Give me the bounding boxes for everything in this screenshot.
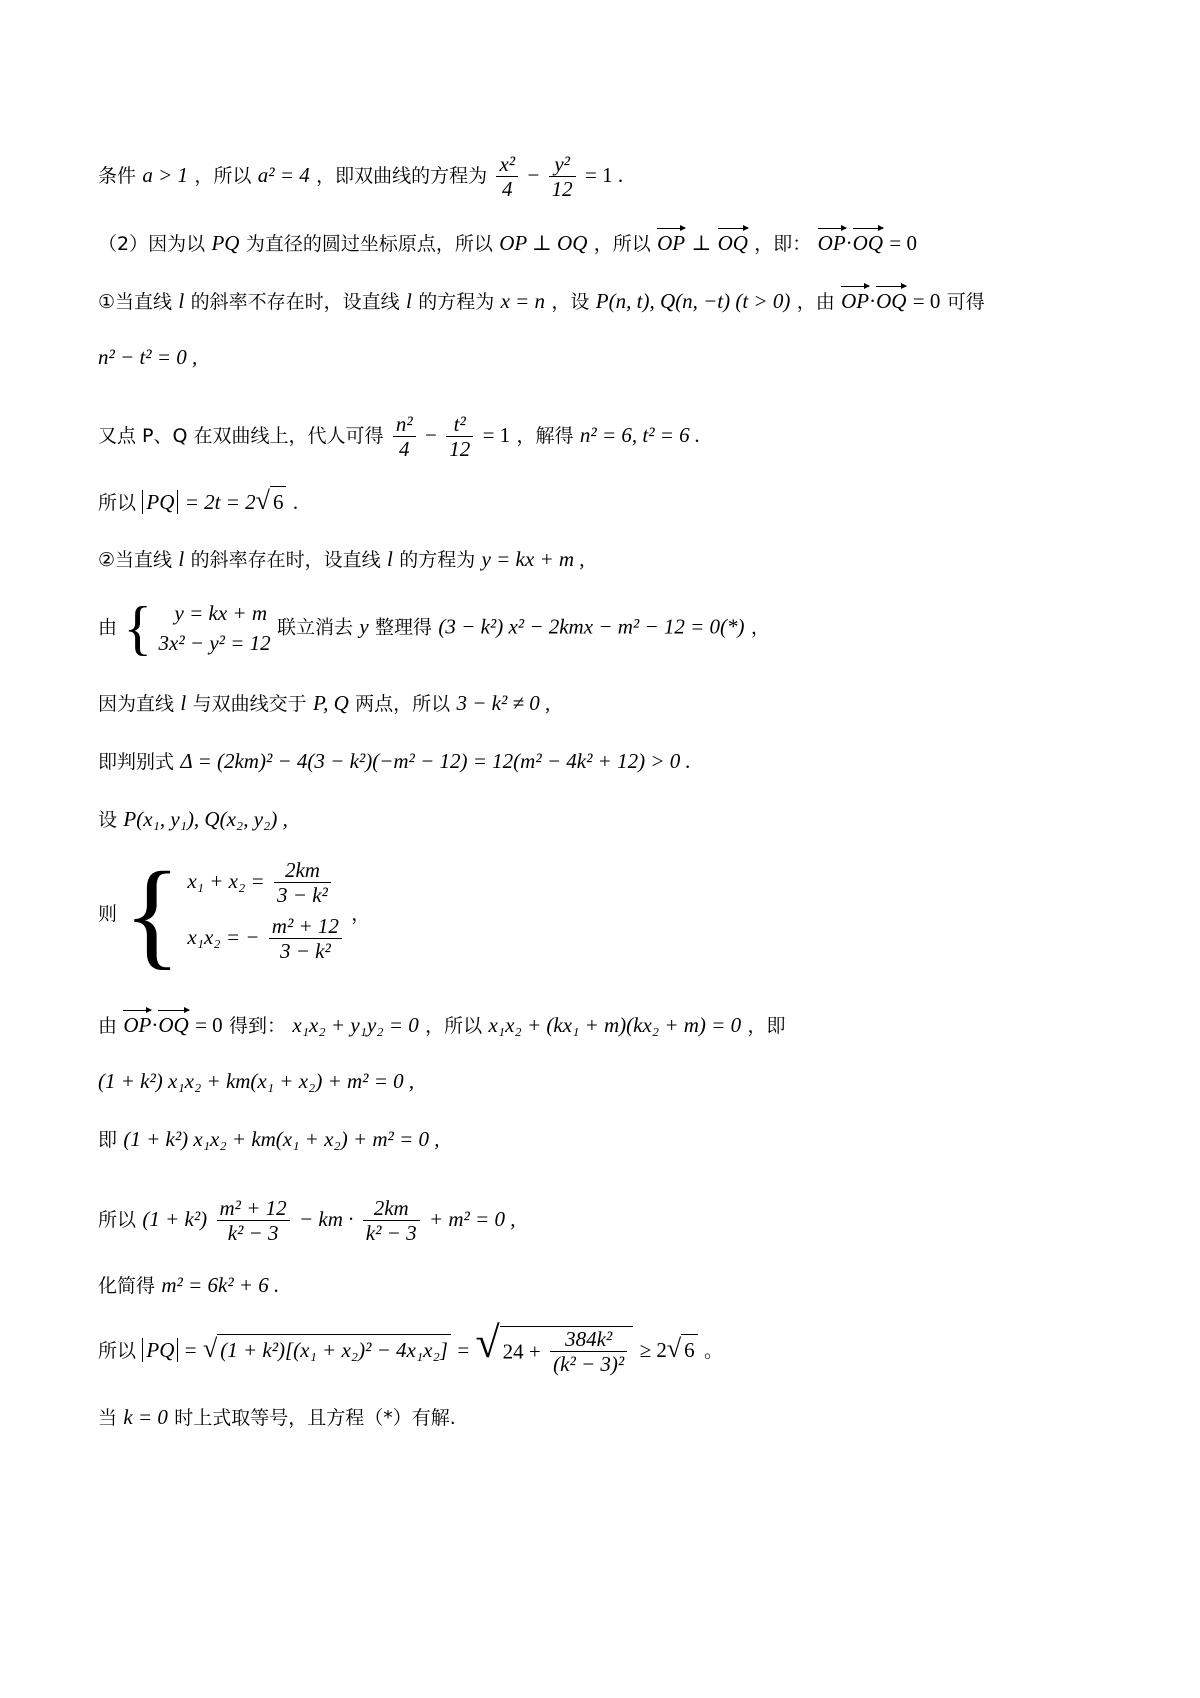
line-substitute-vieta — [98, 1196, 516, 1245]
math: x₁x₂ = − — [187, 925, 260, 949]
line-hyperbola-equation — [98, 152, 623, 201]
sqrt-icon: √ — [666, 1334, 682, 1363]
fraction-m2plus12 — [217, 1196, 290, 1245]
vieta-row-product — [187, 914, 345, 970]
vector-op: OP — [123, 1006, 151, 1040]
math: x₁ + x₂ = — [187, 869, 265, 893]
fraction-product — [269, 914, 342, 963]
math: = — [457, 1338, 470, 1362]
math: = 2t = 2 — [184, 490, 256, 514]
line-simplify — [98, 1270, 279, 1301]
vector-op: OP — [841, 282, 869, 316]
vector-oq: OQ — [853, 224, 883, 258]
math: = 0 — [912, 289, 941, 313]
text: 则 — [98, 903, 118, 925]
fraction-x2-over-4 — [496, 152, 518, 201]
text: 所以 — [98, 492, 137, 514]
dot-symbol: · — [869, 289, 877, 313]
line-pq-bound — [98, 1318, 723, 1376]
line-part2-intro — [98, 224, 917, 259]
numerator: t² — [446, 412, 473, 437]
system-row: 3x² − y² = 12 — [158, 631, 271, 655]
math: l — [178, 547, 185, 571]
line-case2 — [98, 544, 585, 575]
text: 。 — [703, 1340, 723, 1362]
math: a > 1 — [142, 163, 189, 187]
sqrt-icon: √ — [255, 486, 270, 515]
math: (1 + k²) x₁x₂ + km(x₁ + x₂) + m² = 0 , — [98, 1069, 415, 1093]
math: OP ⊥ OQ — [499, 231, 588, 255]
line-pq-length — [98, 486, 298, 518]
fraction-384k2 — [550, 1327, 627, 1376]
math: + m² = 0 , — [428, 1207, 516, 1231]
text: 的方程为 — [418, 291, 495, 313]
text: 与双曲线交于 — [192, 693, 307, 715]
numerator: m² + 12 — [217, 1196, 290, 1221]
sqrt-content-fraction — [500, 1326, 634, 1376]
text: 的斜率不存在时，设直线 — [190, 291, 400, 313]
text: ，解得 — [516, 425, 574, 447]
left-brace: { — [123, 595, 153, 661]
vector-op: OP — [657, 224, 685, 258]
denominator: 4 — [502, 177, 513, 201]
vieta-row-sum — [187, 858, 345, 914]
text: 所以 — [98, 1209, 137, 1231]
denominator: (k² − 3)² — [553, 1352, 625, 1376]
text: ，由 — [796, 291, 835, 313]
math: y = kx + m , — [481, 547, 585, 571]
text: 设 — [98, 809, 118, 831]
denominator: k² − 3 — [227, 1221, 279, 1245]
line-discriminant — [98, 746, 691, 777]
text: ，设 — [551, 291, 590, 313]
text: 由 — [98, 616, 118, 639]
math: x₁x₂ + y₁y₂ = 0 — [292, 1013, 419, 1037]
math: = 0 — [195, 1013, 223, 1037]
dot-symbol: · — [151, 1013, 159, 1037]
denominator: 3 − k² — [279, 939, 331, 963]
text: 为直径的圆过坐标原点，所以 — [245, 233, 493, 255]
math: PQ — [211, 231, 240, 255]
denominator: 12 — [551, 177, 573, 201]
sqrt-icon: √ — [475, 1318, 500, 1367]
abs-pq: PQ — [142, 1338, 178, 1362]
numerator: 2km — [363, 1196, 420, 1221]
numerator: x² — [496, 152, 518, 177]
text: ①当直线 — [98, 291, 173, 313]
line-substitute — [98, 412, 700, 461]
vector-oq: OQ — [158, 1006, 188, 1040]
text: 即判别式 — [98, 751, 175, 773]
fraction-y2-over-12 — [549, 152, 576, 201]
text: ，所以 — [593, 233, 651, 255]
text: 化简得 — [98, 1275, 156, 1297]
text: ②当直线 — [98, 549, 173, 571]
line-case1 — [98, 282, 985, 317]
math: (1 + k²) — [142, 1207, 208, 1231]
math: ≥ 2 — [639, 1338, 667, 1362]
math: n² − t² = 0 , — [98, 345, 198, 369]
line-equality — [98, 1402, 456, 1433]
math: 24 + — [502, 1339, 541, 1364]
equation-system — [159, 598, 271, 658]
vector-op: OP — [818, 224, 846, 258]
math: (1 + k²) x₁x₂ + km(x₁ + x₂) + m² = 0 , — [123, 1127, 440, 1151]
vieta-system — [187, 858, 345, 970]
text: 即 — [98, 1129, 118, 1151]
text: 因为直线 — [98, 693, 175, 715]
fraction-n2-over-4 — [393, 412, 416, 461]
text: 联立消去 — [276, 616, 353, 639]
left-brace: { — [123, 847, 181, 980]
sqrt-content: (1 + k²)[(x₁ + x₂)² − 4x₁x₂] — [217, 1334, 451, 1365]
dot-symbol: · — [845, 231, 853, 255]
text: ，所以 — [194, 165, 252, 187]
math: P(n, t), Q(n, −t) (t > 0) — [595, 289, 791, 313]
sqrt-content: 6 — [270, 486, 287, 517]
text: ，即： — [754, 233, 812, 255]
text: 整理得 — [375, 616, 433, 639]
text: 两点，所以 — [355, 693, 451, 715]
math: (3 − k²) x² − 2kmx − m² − 12 = 0(*) — [438, 614, 745, 639]
denominator: 12 — [449, 437, 471, 461]
text: ， — [750, 616, 770, 639]
line-expand-repeat — [98, 1124, 440, 1155]
math: x₁x₂ + (kx₁ + m)(kx₂ + m) = 0 — [488, 1013, 742, 1037]
fraction-2km — [363, 1196, 420, 1245]
sqrt-icon: √ — [202, 1334, 218, 1363]
line-dot-product — [98, 1006, 785, 1041]
math: l — [405, 289, 412, 313]
text: 由 — [98, 1015, 118, 1037]
text: 的斜率存在时，设直线 — [190, 549, 381, 571]
vector-oq: OQ — [876, 282, 906, 316]
math: m² = 6k² + 6 . — [161, 1273, 280, 1297]
math: x = n — [500, 289, 546, 313]
text: ， — [351, 903, 371, 925]
line-system — [98, 595, 770, 661]
math: 3 − k² ≠ 0 , — [456, 691, 551, 715]
text: 又点 P、Q 在双曲线上，代人可得 — [98, 425, 384, 447]
text: ，即 — [747, 1015, 786, 1037]
line-intersection — [98, 688, 550, 719]
denominator: 4 — [399, 437, 410, 461]
text: 的方程为 — [399, 549, 476, 571]
math: y — [359, 614, 369, 639]
line-expand — [98, 1066, 414, 1096]
minus: − — [527, 163, 540, 187]
math: = 1 . — [585, 163, 624, 187]
fraction-t2-over-12 — [446, 412, 473, 461]
math: l — [178, 289, 185, 313]
line-n2-t2 — [98, 342, 197, 372]
numerator: y² — [549, 152, 576, 177]
text: （2）因为以 — [98, 233, 206, 255]
text: ，即双曲线的方程为 — [316, 165, 488, 187]
math: − km · — [299, 1207, 354, 1231]
fraction-sum — [274, 858, 331, 907]
math: l — [386, 547, 393, 571]
numerator: m² + 12 — [269, 914, 342, 939]
text: 得到： — [229, 1015, 287, 1037]
numerator: n² — [393, 412, 416, 437]
math: = 1 — [482, 423, 511, 447]
math: = — [184, 1338, 197, 1362]
math: P(x₁, y₁), Q(x₂, y₂) , — [123, 807, 288, 831]
text: 可得 — [946, 291, 985, 313]
system-row: y = kx + m — [174, 601, 268, 625]
text: 所以 — [98, 1340, 137, 1362]
text: ，所以 — [425, 1015, 483, 1037]
minus: − — [425, 423, 437, 447]
math: a² = 4 — [257, 163, 310, 187]
math: Δ = (2km)² − 4(3 − k²)(−m² − 12) = 12(m² − 4k² + 12) > 0 . — [180, 749, 691, 773]
math: n² = 6, t² = 6 . — [579, 423, 701, 447]
line-vieta — [98, 847, 371, 980]
numerator: 2km — [274, 858, 331, 883]
text: 时上式取等号，且方程（*）有解. — [174, 1407, 456, 1429]
vector-oq: OQ — [718, 224, 748, 258]
denominator: 3 − k² — [277, 883, 328, 907]
sqrt-content: 6 — [681, 1334, 698, 1365]
text: 当 — [98, 1407, 118, 1429]
math: P, Q — [312, 691, 349, 715]
math: = 0 — [889, 231, 917, 255]
perp-symbol: ⊥ — [691, 231, 712, 255]
math: l — [180, 691, 187, 715]
line-set-points — [98, 804, 288, 835]
denominator: k² − 3 — [365, 1221, 417, 1245]
numerator: 384k² — [550, 1327, 627, 1352]
math: . — [292, 490, 299, 514]
math: k = 0 — [123, 1405, 168, 1429]
abs-pq: PQ — [142, 490, 178, 514]
text: 条件 — [98, 165, 137, 187]
